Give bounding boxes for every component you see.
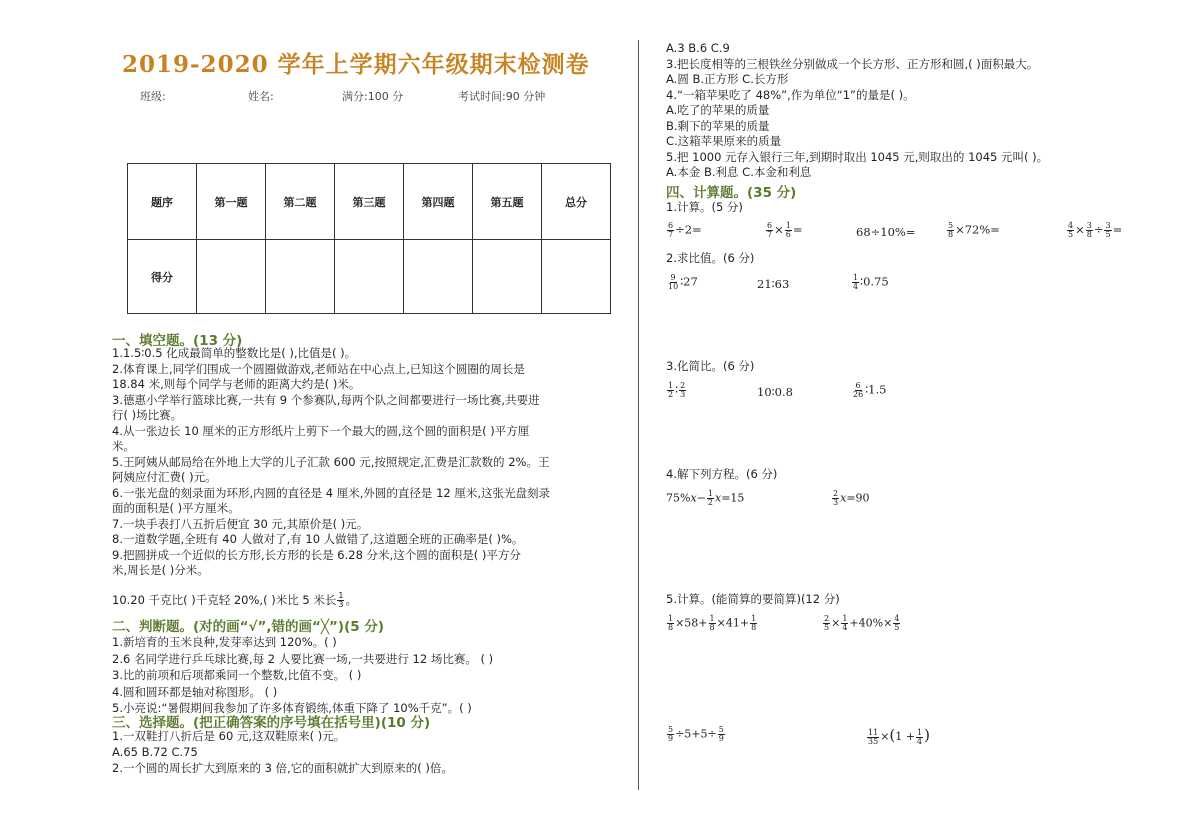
calc-item: $\frac{5}{9}$ ÷5+5÷ $\frac{5}{9}$: [668, 725, 724, 743]
question-line: 4.“一箱苹果吃了 48%”,作为单位“1”的量是( )。: [666, 87, 915, 102]
question-line: A.65 B.72 C.75: [112, 745, 198, 759]
question-label: 1.计算。(5 分): [666, 200, 743, 214]
question-line: 2.体育课上,同学们围成一个圆圈做游戏,老师站在中心点上,已知这个圆圈的周长是: [112, 361, 525, 376]
calc-item: $\frac{6}{7}$ ÷2=: [668, 221, 702, 239]
section-title: 三、选择题。(把正确答案的序号填在括号里)(10 分): [112, 715, 431, 731]
question-line: 8.一道数学题,全班有 40 人做对了,有 10 人做错了,这道题全班的正确率是( )%。: [112, 532, 524, 546]
table-header: 第二题: [266, 164, 335, 240]
full-score: 满分:100 分: [342, 90, 404, 103]
score-cell[interactable]: [542, 240, 611, 314]
question-line: A.3 B.6 C.9: [666, 41, 730, 55]
calc-item: $\frac{5}{8}$ ×72%=: [948, 221, 1000, 239]
question-list: [112, 728, 453, 776]
calc-item: 68÷10%=: [856, 225, 916, 239]
question-line: 1.1.5∶0.5 化成最简单的整数比是( ),比值是( )。: [112, 346, 357, 360]
section-title: 二、判断题。(对的画“√”,错的画“╳”)(5 分): [112, 619, 385, 635]
question-line: 5.把 1000 元存入银行三年,到期时取出 1045 元,则取出的 1045 元叫( )。: [666, 149, 1049, 164]
question-line: 4.从一张边长 10 厘米的正方形纸片上剪下一个最大的圆,这个圆的面积是( )平方厘: [112, 423, 530, 438]
table-header: 第四题: [404, 164, 473, 240]
question-line: 1.一双鞋打八折后是 60 元,这双鞋原来( )元。: [112, 729, 346, 743]
calc-item: 21∶63: [757, 277, 790, 291]
question-line: C.这箱苹果原来的质量: [666, 134, 782, 148]
score-cell[interactable]: [266, 240, 335, 314]
class-label: 班级:: [140, 90, 166, 103]
equation-item: 75%x− $\frac{1}{2}$ x=15: [666, 489, 745, 507]
question-line: 10.20 千克比( )千克轻 20%,( )米比 5 米长 $\frac{1}{3}$ 。: [112, 591, 357, 609]
score-cell[interactable]: [404, 240, 473, 314]
question-list: [666, 41, 1048, 181]
score-cell[interactable]: [197, 240, 266, 314]
equation-item: $\frac{2}{3}$ x=90: [833, 489, 870, 507]
question-list: [112, 634, 493, 717]
calc-item: $\frac{2}{5}$ × $\frac{1}{4}$ +40%× $\frac{4}{5}$: [824, 614, 900, 632]
table-header: 总分: [542, 164, 611, 240]
question-line: 4.圆和圆环都是轴对称图形。 ( ): [112, 684, 278, 699]
question-line: 行( )场比赛。: [112, 408, 183, 422]
question-label: 3.化简比。(6 分): [666, 359, 755, 373]
question-line: 3.把长度相等的三根铁丝分别做成一个长方形、正方形和圆,( )面积最大。: [666, 56, 1039, 71]
column-divider: [638, 40, 639, 790]
score-cell[interactable]: [335, 240, 404, 314]
question-line: A.圆 B.正方形 C.长方形: [666, 72, 789, 86]
table-header: 第五题: [473, 164, 542, 240]
calc-item: $\frac{6}{7}$ × $\frac{1}{6}$ =: [767, 221, 803, 239]
calc-item: $\frac{1}{8}$ ×58+ $\frac{1}{8}$ ×41+ $\frac{1}{8}$: [668, 614, 757, 632]
question-label: 5.计算。(能简算的要简算)(12 分): [666, 592, 840, 606]
calc-item: $\frac{9}{10}$ ∶27: [668, 273, 698, 291]
question-list: [112, 346, 550, 579]
score-cell[interactable]: [473, 240, 542, 314]
table-header: 第三题: [335, 164, 404, 240]
name-label: 姓名:: [248, 90, 274, 103]
table-header: 题序: [128, 164, 197, 240]
question-line: 18.84 米,则每个同学与老师的距离大约是( )米。: [112, 377, 361, 391]
question-line: A.吃了的苹果的质量: [666, 103, 770, 117]
question-line: 9.把圆拼成一个近似的长方形,长方形的长是 6.28 分米,这个圆的面积是( )平方分: [112, 547, 521, 562]
calc-item: $\frac{4}{5}$ × $\frac{3}{8}$ ÷ $\frac{3}{5}$ =: [1068, 221, 1123, 239]
question-line: 3.比的前项和后项都乘同一个整数,比值不变。 ( ): [112, 668, 362, 682]
question-line: 面的面积是( )平方厘米。: [112, 501, 240, 515]
section-title: 一、填空题。(13 分): [112, 333, 243, 349]
question-line: 阿姨应付汇费( )元。: [112, 470, 217, 484]
page-title: 2019-2020 学年上学期六年级期末检测卷: [122, 51, 590, 78]
row-label: 得分: [128, 240, 197, 314]
calc-item: $\frac{1}{4}$ ∶0.75: [853, 273, 889, 291]
question-line: 5.王阿姨从邮局给在外地上大学的儿子汇款 600 元,按照规定,汇费是汇款数的 2%。王: [112, 454, 550, 469]
question-line: 米。: [112, 439, 135, 453]
fraction: $\frac{1}{3}$: [338, 591, 344, 609]
calc-item: $\frac{6}{26}$ ∶1.5: [853, 381, 887, 399]
question-text: 10.20 千克比( )千克轻 20%,( )米比 5 米长: [112, 593, 337, 607]
question-line: B.剩下的苹果的质量: [666, 118, 770, 133]
calc-item: $\frac{11}{35}$ ×(1 + $\frac{1}{4}$ ): [868, 726, 930, 746]
question-line: 2.6 名同学进行乒乓球比赛,每 2 人要比赛一场,一共要进行 12 场比赛。 ( ): [112, 651, 494, 666]
table-row: [128, 164, 611, 240]
calc-item: $\frac{1}{2}$ ∶ $\frac{2}{3}$: [668, 381, 686, 399]
question-label: 4.解下列方程。(6 分): [666, 467, 778, 481]
table-row: [128, 240, 611, 314]
calc-item: 10∶0.8: [757, 385, 793, 399]
question-line: A.本金 B.利息 C.本金和利息: [666, 165, 812, 179]
table-header: 第一题: [197, 164, 266, 240]
question-line: 2.一个圆的周长扩大到原来的 3 倍,它的面积就扩大到原来的( )倍。: [112, 761, 453, 775]
question-line: 5.小亮说:“暑假期间我参加了许多体育锻练,体重下降了 10%千克”。( ): [112, 701, 472, 715]
question-line: 米,周长是( )分米。: [112, 563, 209, 577]
score-table: [127, 163, 611, 314]
exam-time: 考试时间:90 分钟: [458, 90, 546, 103]
question-label: 2.求比值。(6 分): [666, 251, 755, 265]
question-line: 1.新培育的玉米良种,发芽率达到 120%。( ): [112, 635, 337, 649]
question-line: 6.一张光盘的刻录面为环形,内圆的直径是 4 厘米,外圆的直径是 12 厘米,这张光盘刻录: [112, 485, 551, 500]
section-title: 四、计算题。(35 分): [666, 185, 797, 201]
question-line: 7.一块手表打八五折后便宜 30 元,其原价是( )元。: [112, 516, 369, 531]
question-line: 3.德惠小学举行篮球比赛,一共有 9 个参赛队,每两个队之间都要进行一场比赛,共要进: [112, 392, 540, 407]
